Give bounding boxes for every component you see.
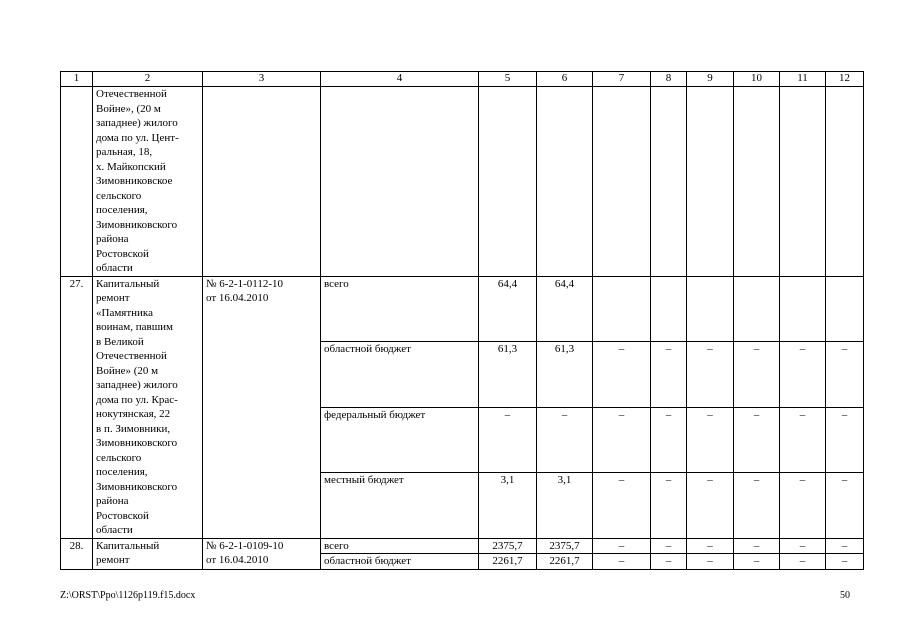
header-cell: 3 [203,72,321,87]
amount-cell: 3,1 [479,473,537,539]
funding-source: местный бюджет [321,473,479,539]
object-description-text: Отечественной Войне», (20 м западнее) жилого дома по ул. Цент- ральная, 18, х. Майкопский Зимовниковское сельского поселения, Зимовниковского района Ростовской области [96,88,179,274]
header-cell: 9 [687,72,734,87]
table-row [61,538,864,554]
amount-cell: – [826,407,864,473]
header-cell: 10 [734,72,780,87]
amount-cell: – [687,538,734,554]
amount-cell [780,276,826,342]
amount-cell: – [780,554,826,570]
amount-cell [593,276,651,342]
continuation-row [61,87,864,277]
amount-cell: – [651,538,687,554]
header-cell: 1 [61,72,93,87]
amount-cell [651,276,687,342]
amount-cell: 64,4 [537,276,593,342]
header-cell: 6 [537,72,593,87]
object-description [93,276,203,538]
amount-cell: – [780,407,826,473]
funding-source: всего [321,276,479,342]
amount-cell: – [734,554,780,570]
amount-cell [826,276,864,342]
amount-cell: – [687,554,734,570]
amount-cell: – [593,407,651,473]
document-reference [203,276,321,538]
amount-cell: 2261,7 [537,554,593,570]
amount-cell: 61,3 [479,342,537,408]
amount-cell [734,276,780,342]
item-number: 28. [61,538,93,569]
amount-cell: – [734,473,780,539]
table-row [61,276,864,342]
object-description-text: Капитальный ремонт «Памятника воинам, павшим в Великой Отечественной Войне» (20 м западнее) жилого дома по ул. Крас- нокутянская, 22 в п. Зимовники, Зимовниковского сельского поселения, Зимовниковского района Ростовской области [96,277,178,536]
amount-cell: – [826,538,864,554]
header-cell: 2 [93,72,203,87]
amount-cell: – [479,407,537,473]
footer-file-path: Z:\ORST\Ppo\1126p119.f15.docx [60,590,196,601]
document-reference-text: № 6-2-1-0112-10 от 16.04.2010 [206,277,283,304]
funding-source: всего [321,538,479,554]
amount-cell: – [826,473,864,539]
amount-cell: 3,1 [537,473,593,539]
amount-cell: – [593,538,651,554]
amount-cell: – [651,473,687,539]
header-cell: 5 [479,72,537,87]
amount-cell: – [734,538,780,554]
amount-cell: – [593,342,651,408]
header-cell: 4 [321,72,479,87]
amount-cell: – [593,473,651,539]
object-description-text: Капитальный ремонт [96,539,160,566]
amount-cell: – [734,342,780,408]
amount-cell: – [537,407,593,473]
amount-cell: – [780,538,826,554]
amount-cell: – [687,407,734,473]
amount-cell: 2375,7 [479,538,537,554]
header-cell: 12 [826,72,864,87]
amount-cell: 64,4 [479,276,537,342]
amount-cell [687,276,734,342]
page-number: 50 [840,590,850,601]
amount-cell: – [593,554,651,570]
amount-cell: – [651,407,687,473]
amount-cell: – [780,473,826,539]
funding-source: областной бюджет [321,342,479,408]
funding-source: областной бюджет [321,554,479,570]
header-cell: 8 [651,72,687,87]
amount-cell: – [734,407,780,473]
header-cell: 7 [593,72,651,87]
document-reference [203,538,321,569]
amount-cell: – [687,342,734,408]
funding-source: федеральный бюджет [321,407,479,473]
item-number: 27. [61,276,93,538]
object-description [93,538,203,569]
header-cell: 11 [780,72,826,87]
amount-cell: 2375,7 [537,538,593,554]
amount-cell: – [780,342,826,408]
header-row [61,72,864,87]
amount-cell: – [687,473,734,539]
empty-cell [61,87,93,277]
amount-cell: – [826,342,864,408]
amount-cell: – [651,554,687,570]
amount-cell: – [651,342,687,408]
budget-table [60,71,864,570]
document-reference-text: № 6-2-1-0109-10 от 16.04.2010 [206,539,284,566]
amount-cell: – [826,554,864,570]
amount-cell: 61,3 [537,342,593,408]
amount-cell: 2261,7 [479,554,537,570]
object-description [93,87,203,277]
